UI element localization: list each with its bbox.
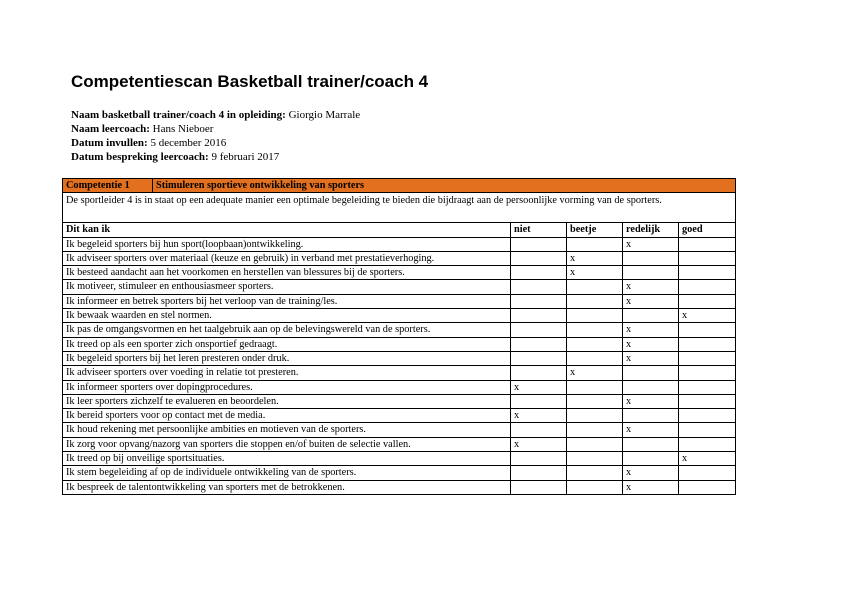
- rating-niet-cell: [511, 423, 567, 437]
- meeting-date-row: [71, 150, 360, 164]
- rating-niet-cell: [511, 294, 567, 308]
- table-row: [63, 309, 736, 323]
- rating-niet-cell: x: [511, 437, 567, 451]
- rating-niet-cell: [511, 251, 567, 265]
- rating-niet-cell: x: [511, 380, 567, 394]
- section-description-row: [63, 193, 736, 223]
- table-row: [63, 237, 736, 251]
- statement-cell: Ik informeer en betrek sporters bij het verloop van de training/les.: [63, 294, 511, 308]
- rating-goed-cell: [679, 409, 736, 423]
- rating-goed-cell: x: [679, 309, 736, 323]
- rating-beetje-cell: [567, 394, 623, 408]
- statement-cell: Ik motiveer, stimuleer en enthousiasmeer sporters.: [63, 280, 511, 294]
- rating-beetje-cell: [567, 480, 623, 494]
- section-description: De sportleider 4 is in staat op een adequate manier een optimale begeleiding te bieden die bijdraagt aan de persoonlijke vorming van de sporters.: [63, 193, 736, 223]
- rating-beetje-cell: [567, 294, 623, 308]
- rating-beetje-cell: [567, 437, 623, 451]
- rating-goed-cell: [679, 437, 736, 451]
- statement-cell: Ik bereid sporters voor op contact met de media.: [63, 409, 511, 423]
- rating-beetje-cell: [567, 337, 623, 351]
- rating-niet-cell: [511, 480, 567, 494]
- table-row: [63, 251, 736, 265]
- rating-redelijk-cell: x: [623, 323, 679, 337]
- table-row: [63, 466, 736, 480]
- rating-redelijk-cell: x: [623, 294, 679, 308]
- rating-beetje-cell: x: [567, 251, 623, 265]
- rating-beetje-cell: [567, 309, 623, 323]
- trainee-value: Giorgio Marrale: [288, 109, 361, 121]
- coach-label: Naam leercoach:: [71, 123, 150, 135]
- table-row: [63, 452, 736, 466]
- rating-beetje-cell: [567, 280, 623, 294]
- rating-redelijk-cell: [623, 366, 679, 380]
- statement-cell: Ik bewaak waarden en stel normen.: [63, 309, 511, 323]
- table-row: [63, 294, 736, 308]
- header-niet: niet: [511, 223, 567, 237]
- table-row: [63, 323, 736, 337]
- trainee-label: Naam basketball trainer/coach 4 in opleiding:: [71, 109, 286, 121]
- rating-redelijk-cell: [623, 251, 679, 265]
- rating-niet-cell: [511, 452, 567, 466]
- rating-beetje-cell: [567, 323, 623, 337]
- table-row: [63, 366, 736, 380]
- rating-redelijk-cell: x: [623, 337, 679, 351]
- rating-redelijk-cell: [623, 309, 679, 323]
- table-row: [63, 423, 736, 437]
- rating-beetje-cell: [567, 466, 623, 480]
- statement-cell: Ik adviseer sporters over voeding in relatie tot presteren.: [63, 366, 511, 380]
- statement-cell: Ik houd rekening met persoonlijke ambities en motieven van de sporters.: [63, 423, 511, 437]
- rating-goed-cell: [679, 423, 736, 437]
- meeting-date-value: 9 februari 2017: [211, 151, 280, 163]
- rating-redelijk-cell: x: [623, 466, 679, 480]
- rating-redelijk-cell: x: [623, 237, 679, 251]
- rating-niet-cell: [511, 237, 567, 251]
- rating-goed-cell: [679, 380, 736, 394]
- rating-redelijk-cell: x: [623, 480, 679, 494]
- rating-goed-cell: [679, 323, 736, 337]
- statement-cell: Ik adviseer sporters over materiaal (keuze en gebruik) in verband met prestatieverhoging.: [63, 251, 511, 265]
- rating-redelijk-cell: [623, 437, 679, 451]
- statement-cell: Ik bespreek de talentontwikkeling van sporters met de betrokkenen.: [63, 480, 511, 494]
- filled-date-value: 5 december 2016: [150, 137, 227, 149]
- rating-redelijk-cell: [623, 409, 679, 423]
- rating-redelijk-cell: x: [623, 351, 679, 365]
- rating-niet-cell: [511, 466, 567, 480]
- header-beetje: beetje: [567, 223, 623, 237]
- rating-niet-cell: [511, 323, 567, 337]
- rating-beetje-cell: [567, 409, 623, 423]
- rating-redelijk-cell: x: [623, 394, 679, 408]
- rating-goed-cell: [679, 337, 736, 351]
- rating-niet-cell: [511, 394, 567, 408]
- table-row: [63, 480, 736, 494]
- meeting-date-label: Datum bespreking leercoach:: [71, 151, 209, 163]
- rating-redelijk-cell: [623, 266, 679, 280]
- filled-date-label: Datum invullen:: [71, 137, 148, 149]
- rating-redelijk-cell: [623, 452, 679, 466]
- header-statement: Dit kan ik: [63, 223, 511, 237]
- rating-goed-cell: x: [679, 452, 736, 466]
- rating-beetje-cell: x: [567, 266, 623, 280]
- statement-cell: Ik informeer sporters over dopingprocedures.: [63, 380, 511, 394]
- rating-beetje-cell: [567, 452, 623, 466]
- rating-niet-cell: [511, 351, 567, 365]
- section-name: Stimuleren sportieve ontwikkeling van sporters: [153, 179, 736, 193]
- table-row: [63, 266, 736, 280]
- column-header-row: [63, 223, 736, 237]
- table-row: [63, 337, 736, 351]
- coach-row: [71, 122, 360, 136]
- statement-cell: Ik zorg voor opvang/nazorg van sporters die stoppen en/of buiten de selectie vallen.: [63, 437, 511, 451]
- table-row: [63, 380, 736, 394]
- rating-redelijk-cell: [623, 380, 679, 394]
- rating-niet-cell: [511, 266, 567, 280]
- rating-redelijk-cell: x: [623, 280, 679, 294]
- rating-goed-cell: [679, 266, 736, 280]
- coach-value: Hans Nieboer: [152, 123, 214, 135]
- rating-beetje-cell: [567, 380, 623, 394]
- header-redelijk: redelijk: [623, 223, 679, 237]
- rating-niet-cell: [511, 337, 567, 351]
- competence-table: [62, 178, 736, 495]
- rating-goed-cell: [679, 466, 736, 480]
- rating-goed-cell: [679, 294, 736, 308]
- rating-goed-cell: [679, 366, 736, 380]
- rating-goed-cell: [679, 394, 736, 408]
- statement-cell: Ik begeleid sporters bij hun sport(loopbaan)ontwikkeling.: [63, 237, 511, 251]
- section-header-row: [63, 179, 736, 193]
- rating-niet-cell: [511, 309, 567, 323]
- rating-beetje-cell: [567, 237, 623, 251]
- header-goed: goed: [679, 223, 736, 237]
- statement-cell: Ik stem begeleiding af op de individuele ontwikkeling van de sporters.: [63, 466, 511, 480]
- rating-beetje-cell: [567, 423, 623, 437]
- table-row: [63, 409, 736, 423]
- rating-goed-cell: [679, 280, 736, 294]
- section-number: Competentie 1: [63, 179, 153, 193]
- filled-date-row: [71, 136, 360, 150]
- rating-goed-cell: [679, 351, 736, 365]
- document-title: Competentiescan Basketball trainer/coach 4: [71, 72, 429, 91]
- trainee-row: [71, 108, 360, 122]
- rating-beetje-cell: [567, 351, 623, 365]
- table-row: [63, 394, 736, 408]
- metadata-block: [71, 108, 360, 164]
- statement-cell: Ik begeleid sporters bij het leren presteren onder druk.: [63, 351, 511, 365]
- rating-goed-cell: [679, 480, 736, 494]
- table-row: [63, 280, 736, 294]
- rating-beetje-cell: x: [567, 366, 623, 380]
- rating-niet-cell: [511, 366, 567, 380]
- rating-niet-cell: [511, 280, 567, 294]
- rating-goed-cell: [679, 251, 736, 265]
- table-row: [63, 437, 736, 451]
- statement-cell: Ik besteed aandacht aan het voorkomen en herstellen van blessures bij de sporters.: [63, 266, 511, 280]
- rating-redelijk-cell: x: [623, 423, 679, 437]
- statement-cell: Ik pas de omgangsvormen en het taalgebruik aan op de belevingswereld van de sporters.: [63, 323, 511, 337]
- rating-niet-cell: x: [511, 409, 567, 423]
- statement-cell: Ik leer sporters zichzelf te evalueren en beoordelen.: [63, 394, 511, 408]
- statement-cell: Ik treed op bij onveilige sportsituaties.: [63, 452, 511, 466]
- statement-cell: Ik treed op als een sporter zich onsportief gedraagt.: [63, 337, 511, 351]
- rating-goed-cell: [679, 237, 736, 251]
- table-row: [63, 351, 736, 365]
